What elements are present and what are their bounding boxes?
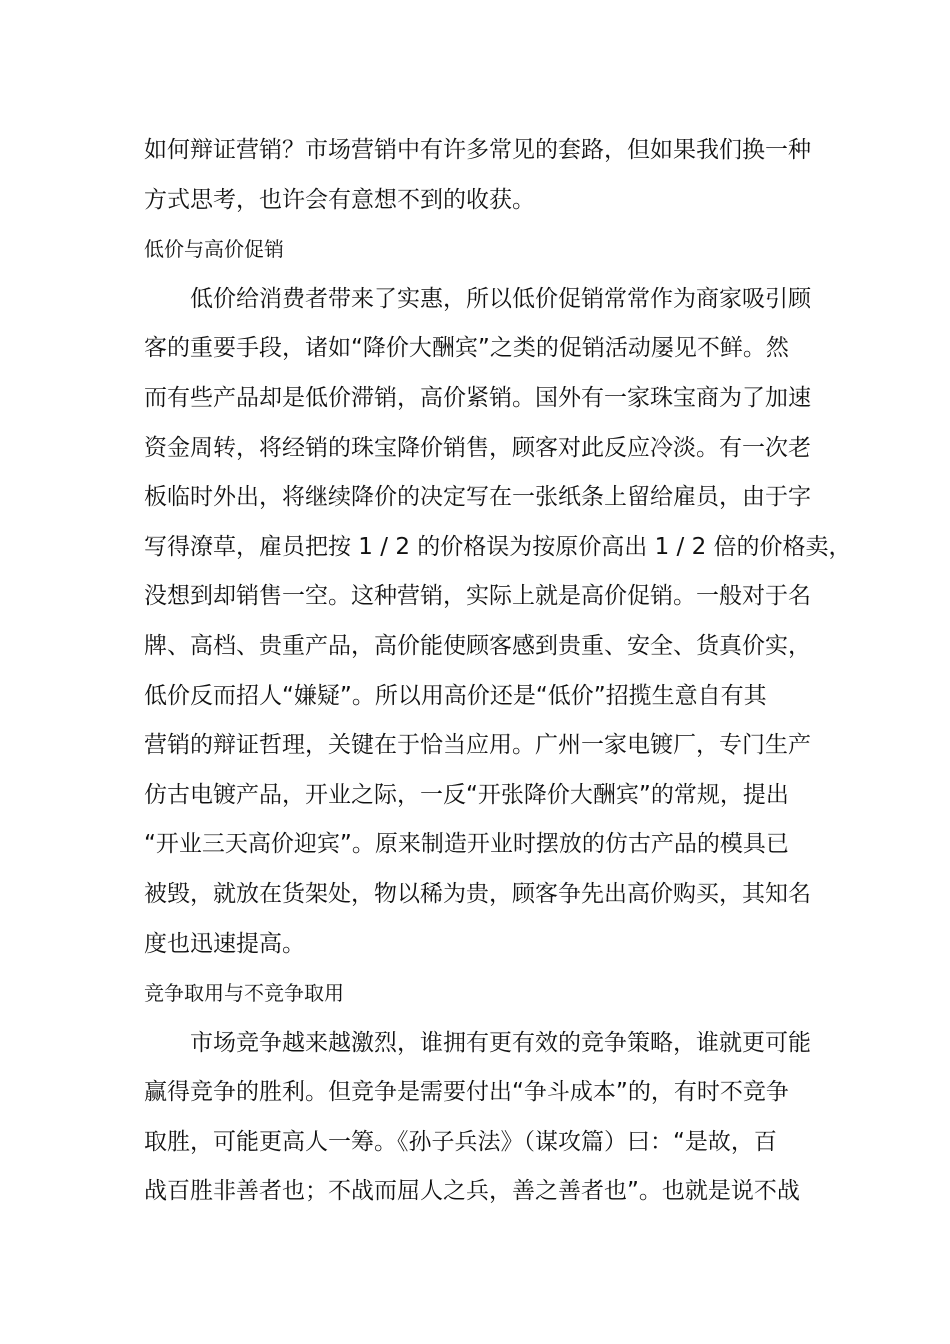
- section-heading-competition: 竞争取用与不竞争取用: [144, 981, 344, 1006]
- text-line: 而有些产品却是低价滞销，高价紧销。国外有一家珠宝商为了加速: [144, 384, 811, 411]
- text-line: 写得潦草，雇员把按 1 / 2 的价格误为按原价高出 1 / 2 倍的价格卖，: [144, 533, 852, 560]
- section-heading-price-promotion: 低价与高价促销: [144, 237, 284, 262]
- text-line: 仿古电镀产品，开业之际，一反“开张降价大酬宾”的常规，提出: [144, 781, 789, 808]
- text-line: 被毁，就放在货架处，物以稀为贵，顾客争先出高价购买，其知名: [144, 880, 811, 907]
- text-line: “开业三天高价迎宾”。原来制造开业时摆放的仿古产品的模具已: [144, 831, 789, 858]
- text-line: 客的重要手段，诸如“降价大酬宾”之类的促销活动屡见不鲜。然: [144, 335, 789, 362]
- text-line: 低价反而招人“嫌疑”。所以用高价还是“低价”招揽生意自有其: [144, 682, 767, 709]
- text-line: 牌、高档、贵重产品，高价能使顾客感到贵重、安全、货真价实，: [144, 632, 811, 659]
- text-line: 板临时外出，将继续降价的决定写在一张纸条上留给雇员，由于字: [144, 484, 811, 511]
- document-body: [144, 126, 852, 1217]
- text-line: 营销的辩证哲理，关键在于恰当应用。广州一家电镀厂，专门生产: [144, 732, 811, 759]
- price-promotion-paragraph: [144, 275, 852, 969]
- text-line: 低价给消费者带来了实惠，所以低价促销常常作为商家吸引顾: [190, 285, 811, 312]
- intro-paragraph: [144, 126, 809, 225]
- text-line: 资金周转，将经销的珠宝降价销售，顾客对此反应冷淡。有一次老: [144, 434, 811, 461]
- competition-paragraph: [144, 1019, 809, 1217]
- text-line: 取胜，可能更高人一筹。《孙子兵法》（谋攻篇）曰：“是故，百: [144, 1128, 777, 1155]
- text-line: 如何辩证营销？市场营销中有许多常见的套路，但如果我们换一种: [144, 137, 811, 163]
- text-line: 没想到却销售一空。这种营销，实际上就是高价促销。一般对于名: [144, 583, 811, 610]
- text-line: 方式思考，也许会有意想不到的收获。: [144, 186, 535, 213]
- text-line: 赢得竞争的胜利。但竞争是需要付出“争斗成本”的，有时不竞争: [144, 1079, 789, 1106]
- text-line: 度也迅速提高。: [144, 930, 305, 957]
- text-line: 市场竞争越来越激烈，谁拥有更有效的竞争策略，谁就更可能: [190, 1029, 811, 1056]
- text-line: 战百胜非善者也；不战而屈人之兵，善之善者也”。也就是说不战: [144, 1178, 800, 1205]
